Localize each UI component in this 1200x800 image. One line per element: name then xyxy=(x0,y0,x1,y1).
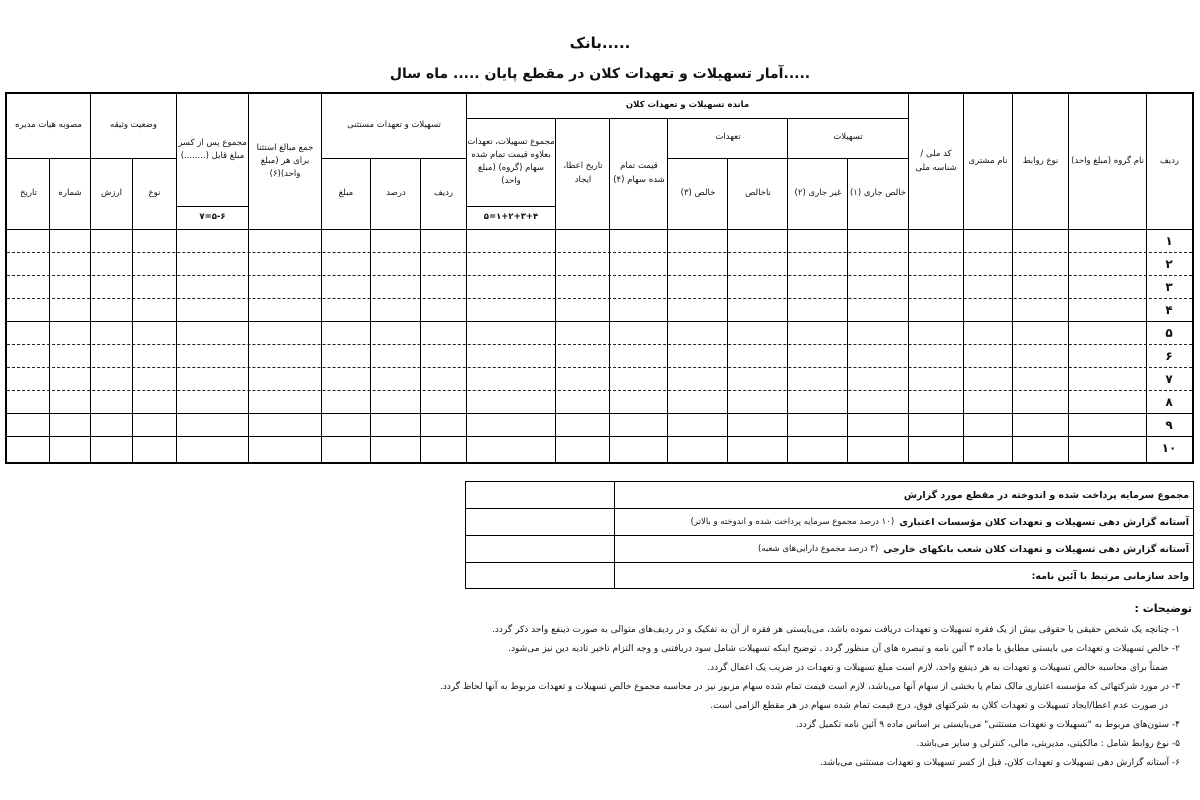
note-item: ۳- در مورد شرکتهائی که مؤسسه اعتباری مالک تمام یا بخشی از سهام آنها می‌باشد، لازم است قیمت تمام شده سهام مزبور نیز در محاسبه مجموع خالص تسهیلات و تعهدات مربوط به آنها لحاظ گردد. xyxy=(439,682,1180,692)
header-row: ردیف xyxy=(1159,155,1180,166)
board-approval-group xyxy=(7,94,90,462)
report-title: آمار تسهیلات و تعهدات کلان در مقطع پایان ..... ماه سال..... xyxy=(389,66,811,82)
summary-label: آستانه گزارش دهی تسهیلات و تعهدات کلان شعب بانکهای خارجی xyxy=(883,543,1189,555)
summary-sub: (۳ درصد مجموع دارایی‌های شعبه) xyxy=(758,544,879,554)
summary-label: مجموع سرمایه پرداخت شده و اندوخته در مقطع مورد گزارش xyxy=(903,489,1189,501)
header-collateral: وضعیت وثیقه xyxy=(110,120,157,131)
header-commitments: تعهدات xyxy=(715,132,741,143)
table-row: ۶ xyxy=(1165,348,1173,363)
header-loans: تسهیلات xyxy=(833,132,863,143)
header-coll-type: نوع xyxy=(148,187,161,198)
deduct-formula: ۵-۶=۷ xyxy=(199,211,226,222)
summary-row xyxy=(466,536,1193,563)
customer-name-column xyxy=(963,94,1012,462)
note-item: ۱- چنانچه یک شخص حقیقی یا حقوقی بیش از یک فقره تسهیلات و تعهدات دریافت نموده باشد، می‌بایستی هر فقره از آن به تفکیک و در ردیف‌های متوالی به صورت ذینفع واحد ذکر گردد. xyxy=(492,625,1180,635)
table-row: ۳ xyxy=(1165,279,1173,294)
table-row: ۱ xyxy=(1165,233,1173,248)
note-item: ۵- نوع روابط شامل : مالکیتی، مدیریتی، مالی، کنترلی و سایر می‌باشد. xyxy=(916,739,1180,749)
row-number-column xyxy=(1146,94,1192,462)
table-row: ۲ xyxy=(1165,256,1173,271)
summary-row xyxy=(466,509,1193,536)
header-excl-percent: درصد xyxy=(386,187,406,198)
table-row: ۴ xyxy=(1165,302,1173,317)
table-row: ۸ xyxy=(1165,394,1173,409)
header-relation: نوع روابط xyxy=(1022,155,1059,166)
note-item: ضمناً برای محاسبه خالص تسهیلات و تعهدات به هر ذینفع واحد، لازم است مبلغ تسهیلات و تعهدات در ضریب یک اعمال گردد. xyxy=(707,663,1168,673)
header-national-id: کد ملی / شناسه ملی xyxy=(915,149,957,173)
note-item: در صورت عدم اعطا/ایجاد تسهیلات و تعهدات کلان به شرکتهای فوق، درج قیمت تمام شده سهام در هر مقطع الزامی است. xyxy=(710,701,1168,711)
excluded-sum-column xyxy=(248,94,321,462)
large-exposures-table xyxy=(5,92,1194,464)
header-commit-gross: ناخالص xyxy=(745,187,771,198)
table-row: ۷ xyxy=(1165,371,1173,386)
header-loan-noncurrent: غیر جاری (۲) xyxy=(794,187,842,198)
bank-name: بانک..... xyxy=(569,34,631,52)
header-commit-net: خالص (۳) xyxy=(680,187,716,198)
header-grant-date: تاریخ اعطا، ایجاد xyxy=(563,161,603,185)
header-deduct: مجموع پس از کسر مبلغ قابل (........) xyxy=(178,137,247,161)
note-item: ۴- ستون‌های مربوط به "تسهیلات و تعهدات مستثنی" می‌بایستی بر اساس ماده ۹ آئین نامه تکمیل گردد. xyxy=(795,720,1180,730)
notes-title: توضیحات : xyxy=(1134,602,1192,615)
header-coll-value: ارزش xyxy=(101,187,122,198)
header-shares-price: قیمت تمام شده سهام (۴) xyxy=(613,161,665,185)
summary-label: آستانه گزارش دهی تسهیلات و تعهدات کلان مؤسسات اعتباری xyxy=(899,516,1189,528)
summary-sub: (۱۰ درصد مجموع سرمایه پرداخت شده و اندوخته و بالاتر) xyxy=(690,517,895,527)
group-name-column xyxy=(1068,94,1146,462)
header-group: نام گروه (مبلغ واحد) xyxy=(1071,155,1144,166)
excluded-group xyxy=(321,94,466,462)
header-excl-sum: جمع مبالغ استثنا برای هر (مبلغ واحد)(۶) xyxy=(256,142,314,180)
table-row: ۹ xyxy=(1165,417,1173,432)
balance-group xyxy=(466,94,908,462)
header-excluded: تسهیلات و تعهدات مستثنی xyxy=(347,120,441,131)
header-balance: مانده تسهیلات و تعهدات کلان xyxy=(625,100,750,111)
summary-row xyxy=(466,563,1193,590)
table-row: ۵ xyxy=(1165,325,1173,340)
total-formula: ۱+۲+۳+۴=۵ xyxy=(483,211,539,222)
header-total-sum: مجموع تسهیلات، تعهدات بعلاوه قیمت تمام شده سهام (گروه) (مبلغ واحد) xyxy=(467,136,555,187)
header-customer: نام مشتری xyxy=(968,155,1008,166)
national-id-column xyxy=(908,94,963,462)
header-board-number: شماره xyxy=(58,187,82,198)
note-item: ۶- آستانه گزارش دهی تسهیلات و تعهدات کلان، قبل از کسر تسهیلات و تعهدات مستثنی می‌باشد. xyxy=(819,758,1180,768)
header-excl-amount: مبلغ xyxy=(338,187,354,198)
header-excl-row: ردیف xyxy=(433,187,454,198)
collateral-group xyxy=(90,94,176,462)
table-row: ۱۰ xyxy=(1161,440,1177,455)
summary-label: واحد سازمانی مرتبط با آئین نامه: xyxy=(1031,571,1189,582)
note-item: ۲- خالص تسهیلات و تعهدات می بایستی مطابق با ماده ۳ آئین نامه و تبصره های آن منظور گردد . توضیح اینکه تسهیلات شامل سود دریافتنی و وجه التزام تاخیر تادیه دین نیز می‌شود. xyxy=(508,644,1180,654)
summary-row xyxy=(466,482,1193,509)
notes-section xyxy=(230,602,1192,773)
after-deduction-column xyxy=(176,94,248,462)
summary-table xyxy=(465,481,1194,589)
header-board: مصوبه هیات مدیره xyxy=(15,120,82,131)
header-board-date: تاریخ xyxy=(20,187,37,198)
relation-type-column xyxy=(1012,94,1068,462)
header-loan-net-current: خالص جاری (۱) xyxy=(849,187,907,198)
